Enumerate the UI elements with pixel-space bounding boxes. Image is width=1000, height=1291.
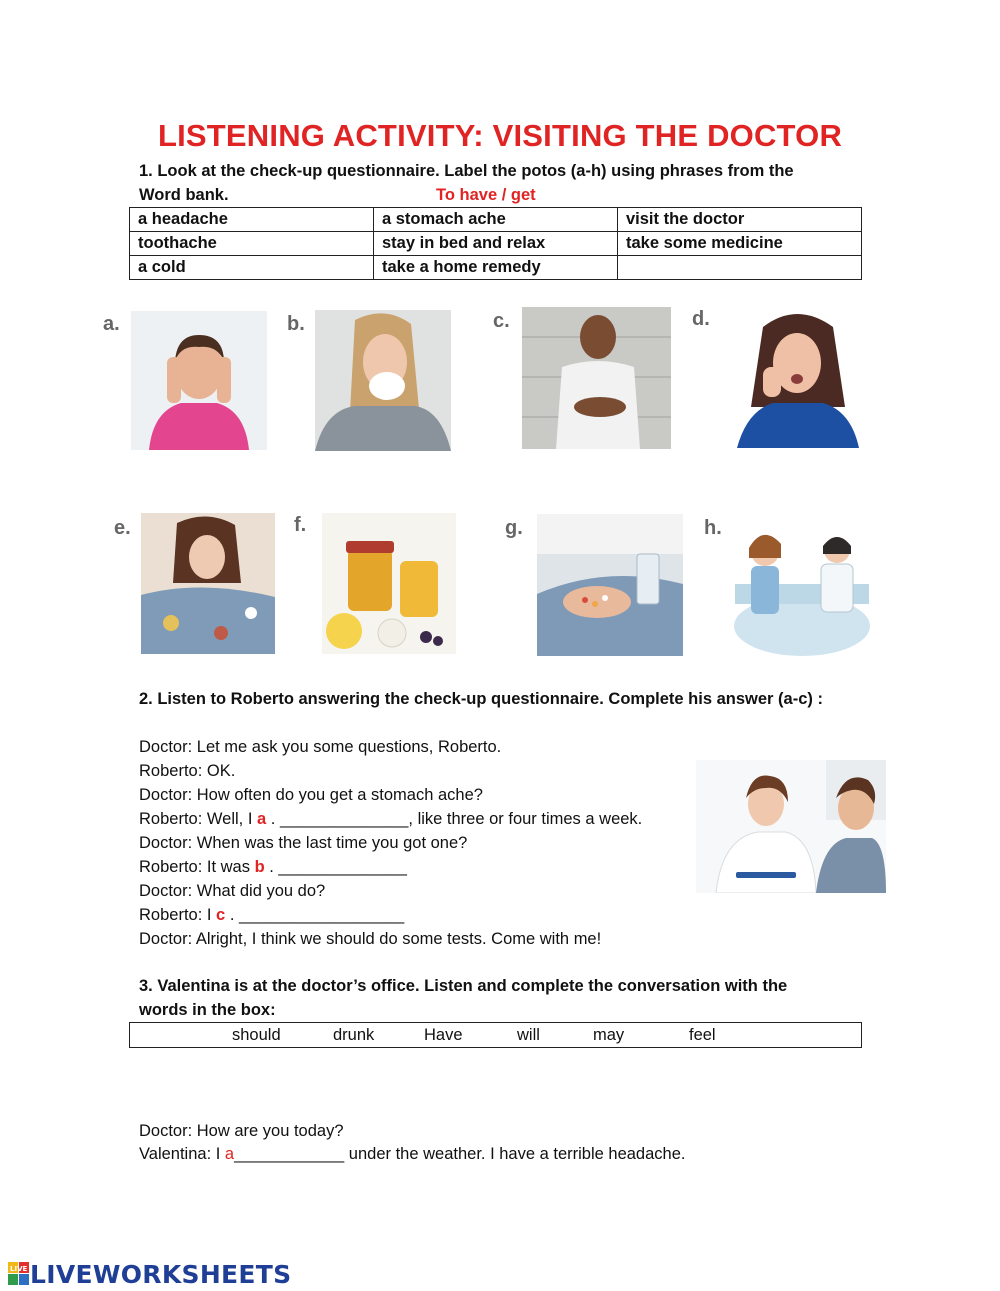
photo-label-g: g.	[505, 517, 523, 539]
photo-label-a: a.	[103, 313, 120, 335]
dialogue-line	[139, 810, 642, 829]
photo-headache	[131, 311, 267, 450]
question-3-text: 3. Valentina is at the doctor’s office. Listen and complete the conversation with the	[139, 977, 788, 995]
question-3-text-cont: words in the box:	[139, 1001, 276, 1019]
photo-visit-doctor	[733, 514, 871, 656]
answer-marker-b: b	[254, 858, 265, 876]
question-1-text-cont: Word bank.	[139, 186, 229, 204]
answer-marker-c: c	[216, 906, 226, 924]
answer-blank-a[interactable]: . ______________, like three or four times a week.	[266, 810, 643, 828]
word-bank-cell: visit the doctor	[618, 208, 862, 232]
dialogue-line: Roberto: OK.	[139, 762, 236, 780]
word-bank-cell: a cold	[130, 256, 374, 280]
word-bank-cell: toothache	[130, 232, 374, 256]
photo-label-d: d.	[692, 308, 710, 330]
dialogue-line	[139, 858, 407, 877]
word-box	[129, 1022, 862, 1048]
photo-label-c: c.	[493, 310, 510, 332]
dialogue-line: Doctor: How are you today?	[139, 1122, 344, 1140]
dialogue-line: Doctor: Alright, I think we should do some tests. Come with me!	[139, 930, 602, 948]
word-bank-cell: a headache	[130, 208, 374, 232]
dialogue-text: Roberto: Well, I	[139, 810, 257, 828]
photo-stomach-ache	[522, 307, 671, 449]
table-row	[130, 232, 862, 256]
word-box-item: Have	[424, 1026, 463, 1044]
logo-badge-icon	[8, 1262, 30, 1286]
dialogue-text: Roberto: I	[139, 906, 217, 924]
photo-take-medicine	[537, 514, 683, 656]
dialogue-line: Doctor: Let me ask you some questions, Roberto.	[139, 738, 502, 756]
question-2-heading: 2. Listen to Roberto answering the check-up questionnaire. Complete his answer (a-c) :	[139, 690, 823, 708]
word-box-item: may	[593, 1026, 625, 1044]
logo-text: LIVEWORKSHEETS	[30, 1259, 292, 1289]
photo-toothache	[733, 307, 863, 448]
photo-home-remedy	[322, 513, 456, 654]
photo-cold	[315, 310, 451, 451]
word-box-item: will	[517, 1026, 540, 1044]
word-box-item: should	[232, 1026, 281, 1044]
word-bank-cell	[618, 256, 862, 280]
dialogue-text: Roberto: It was	[139, 858, 255, 876]
photo-label-e: e.	[114, 517, 131, 539]
dialogue-line: Doctor: What did you do?	[139, 882, 326, 900]
word-box-item: feel	[689, 1026, 716, 1044]
answer-blank-b[interactable]: . ______________	[264, 858, 407, 876]
photo-label-h: h.	[704, 517, 722, 539]
liveworksheets-logo	[8, 1261, 291, 1287]
answer-marker-a: a	[257, 810, 267, 828]
table-row	[130, 208, 862, 232]
question-1-subtitle: To have / get	[436, 186, 536, 204]
photo-stay-in-bed	[141, 513, 275, 654]
photo-label-b: b.	[287, 313, 305, 335]
word-bank-cell: stay in bed and relax	[374, 232, 618, 256]
logo-badge-text: LIVE	[10, 1265, 28, 1273]
dialogue-line	[139, 1145, 685, 1164]
photo-label-f: f.	[294, 514, 307, 536]
word-bank-cell: a stomach ache	[374, 208, 618, 232]
word-bank-cell: take some medicine	[618, 232, 862, 256]
word-box-item: drunk	[333, 1026, 375, 1044]
word-bank-cell: take a home remedy	[374, 256, 618, 280]
answer-blank-c[interactable]: . __________________	[225, 906, 405, 924]
question-1-text: 1. Look at the check-up questionnaire. Label the potos (a-h) using phrases from the	[139, 162, 794, 180]
dialogue-line: Doctor: How often do you get a stomach ache?	[139, 786, 483, 804]
table-row	[130, 256, 862, 280]
answer-blank-a[interactable]: ____________ under the weather. I have a terrible headache.	[234, 1145, 686, 1163]
photo-doctor-patient	[696, 760, 886, 893]
dialogue-text: Valentina: I	[139, 1145, 225, 1163]
dialogue-line: Doctor: When was the last time you got one?	[139, 834, 468, 852]
answer-marker-a: a	[224, 1145, 235, 1163]
dialogue-line	[139, 906, 404, 925]
word-bank-table	[129, 207, 862, 280]
page-title: LISTENING ACTIVITY: VISITING THE DOCTOR	[157, 118, 843, 153]
